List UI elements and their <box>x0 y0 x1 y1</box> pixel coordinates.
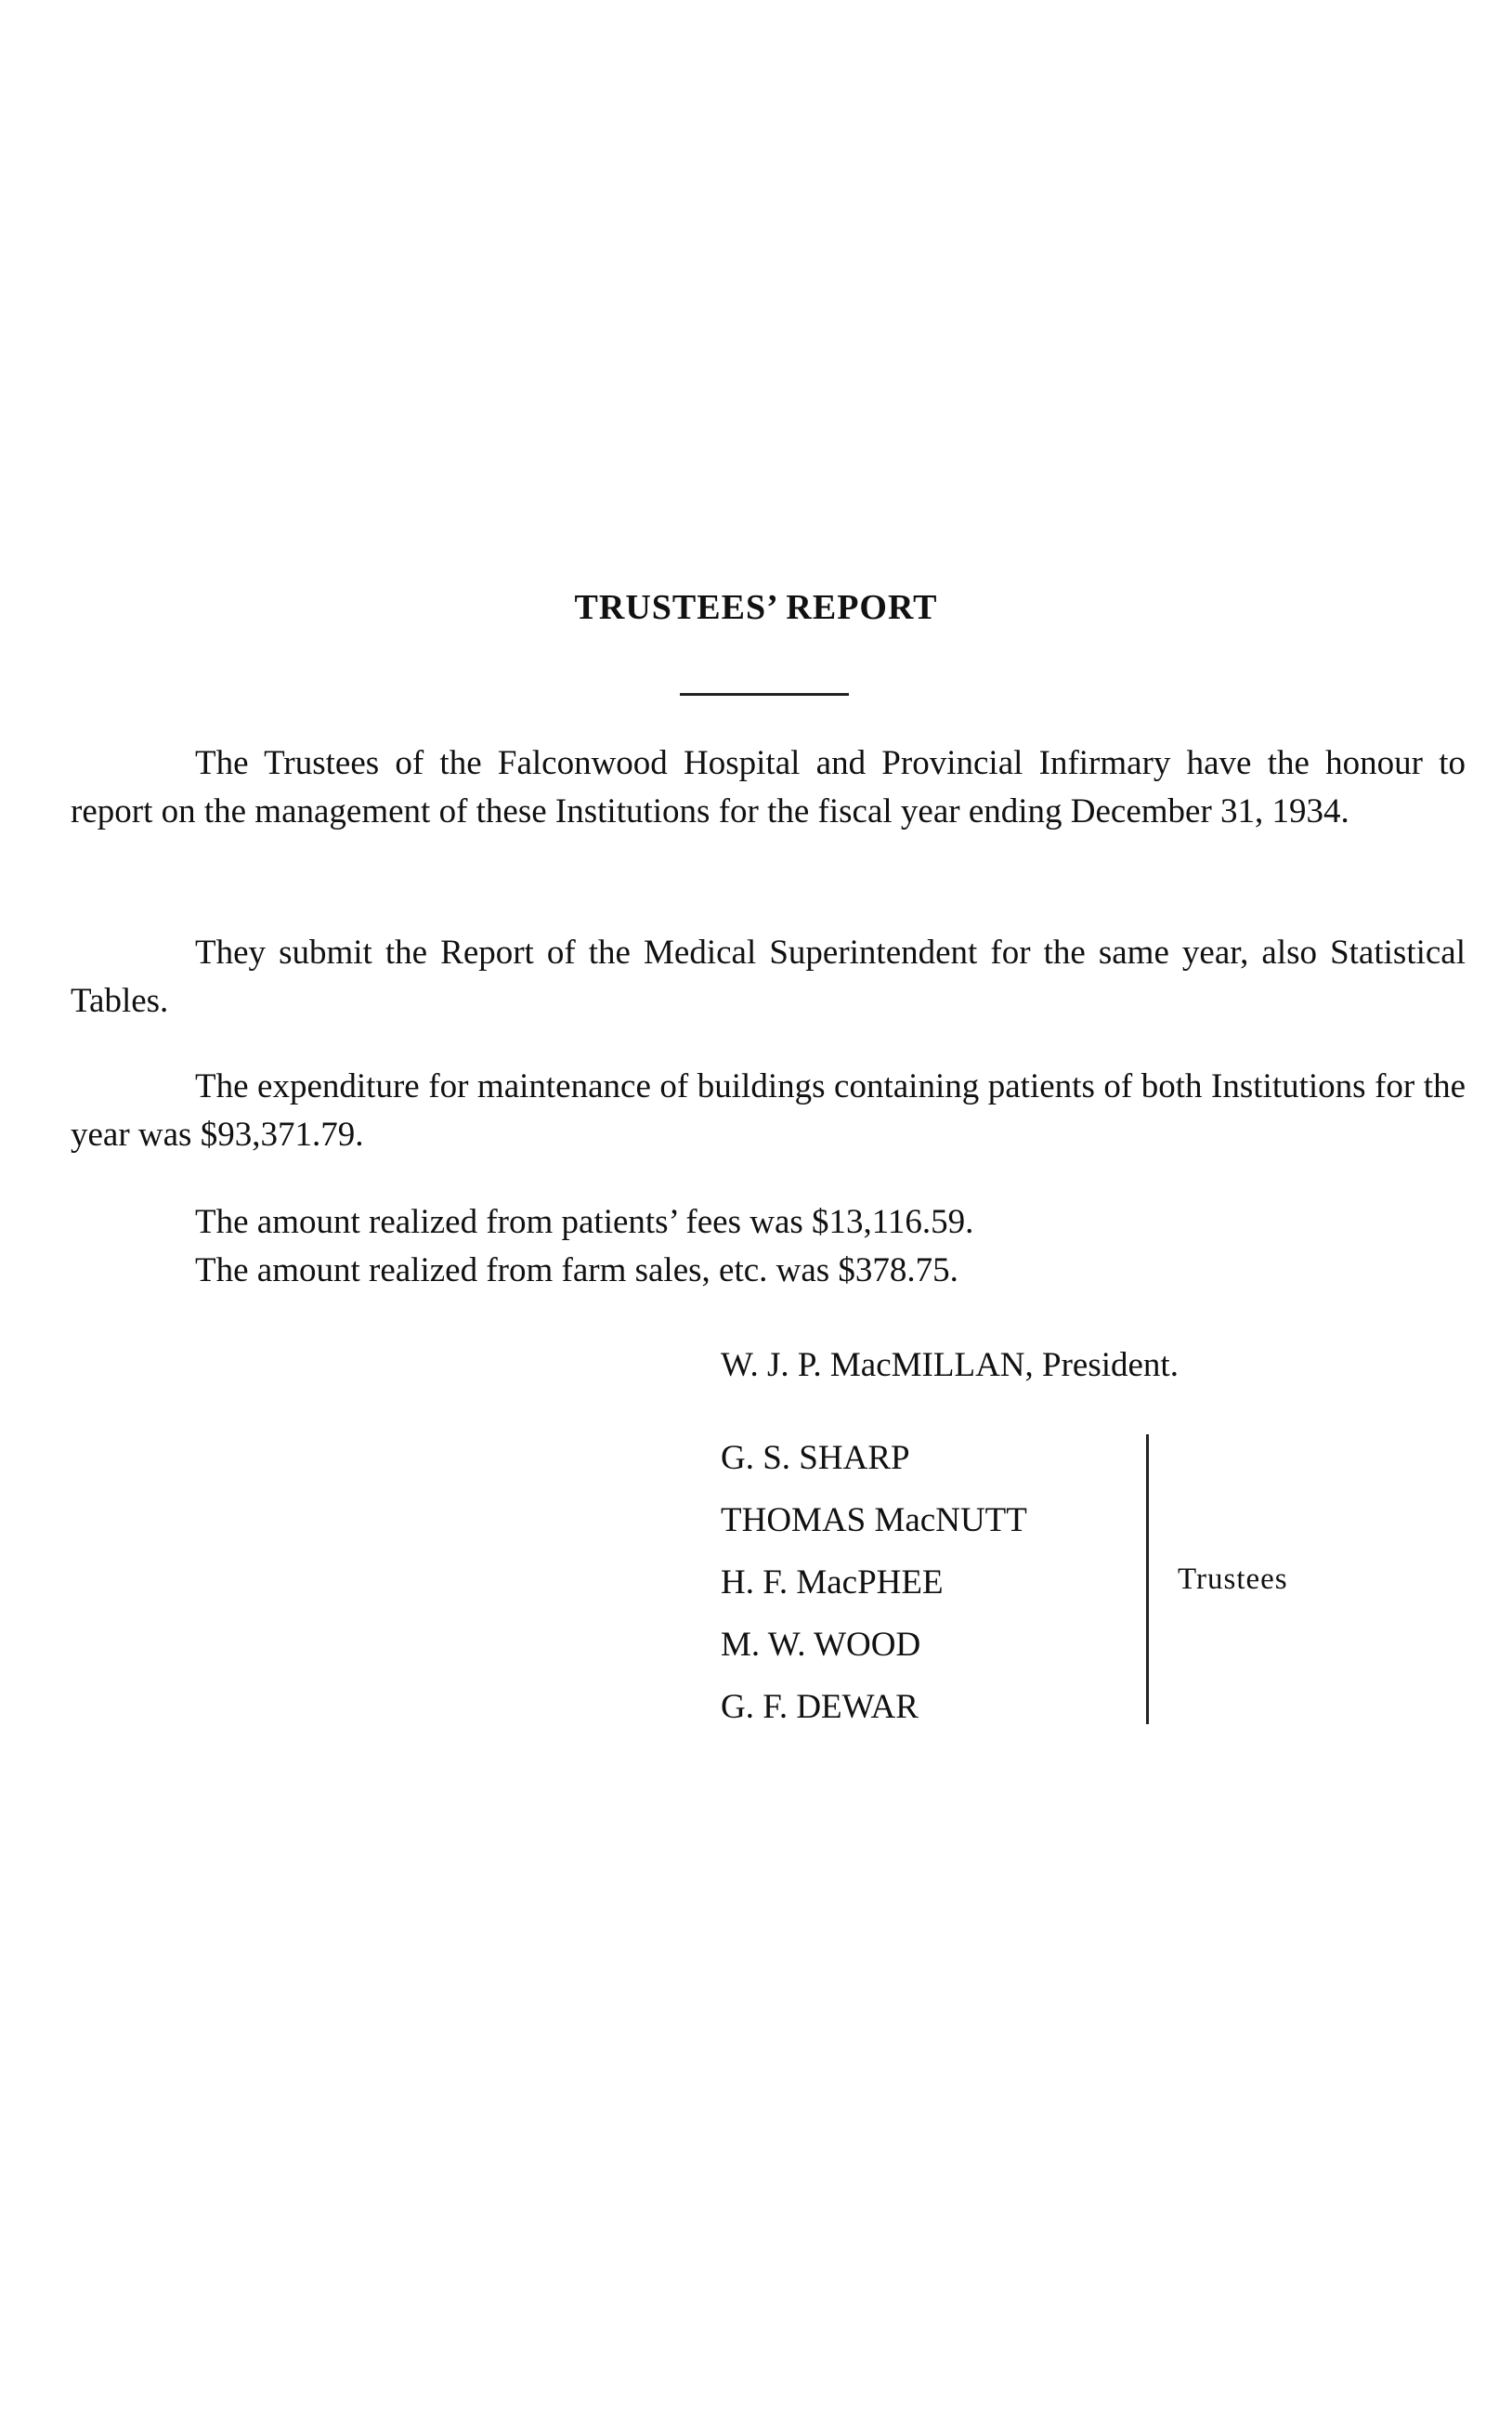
trustees-bracket <box>1146 1434 1149 1724</box>
title-divider <box>680 693 849 696</box>
trustee-name: THOMAS MacNUTT <box>721 1501 1027 1539</box>
president-signature: W. J. P. MacMILLAN, President. <box>721 1346 1179 1384</box>
trustee-name: G. S. SHARP <box>721 1439 910 1477</box>
trustees-label: Trustees <box>1178 1563 1288 1596</box>
paragraph-expenditure: The expenditure for maintenance of buildings containing patients of both Institutions for the year was $93,371.79. <box>71 1067 1466 1154</box>
trustee-name: H. F. MacPHEE <box>721 1563 944 1602</box>
report-title: TRUSTEES’ REPORT <box>574 588 938 627</box>
amount-patients-fees: The amount realized from patients’ fees was $13,116.59. <box>195 1203 974 1241</box>
paragraph-intro: The Trustees of the Falconwood Hospital and Provincial Infirmary have the honour to report on the management of these Institutions for the fiscal year ending December 31, 1934. <box>71 744 1466 830</box>
trustee-list <box>721 1427 1027 1738</box>
amount-farm-sales: The amount realized from farm sales, etc. was $378.75. <box>195 1251 958 1289</box>
trustee-name: G. F. DEWAR <box>721 1688 919 1726</box>
trustee-name: M. W. WOOD <box>721 1626 921 1664</box>
paragraph-submission: They submit the Report of the Medical Superintendent for the same year, also Statistical Tables. <box>71 934 1466 1020</box>
